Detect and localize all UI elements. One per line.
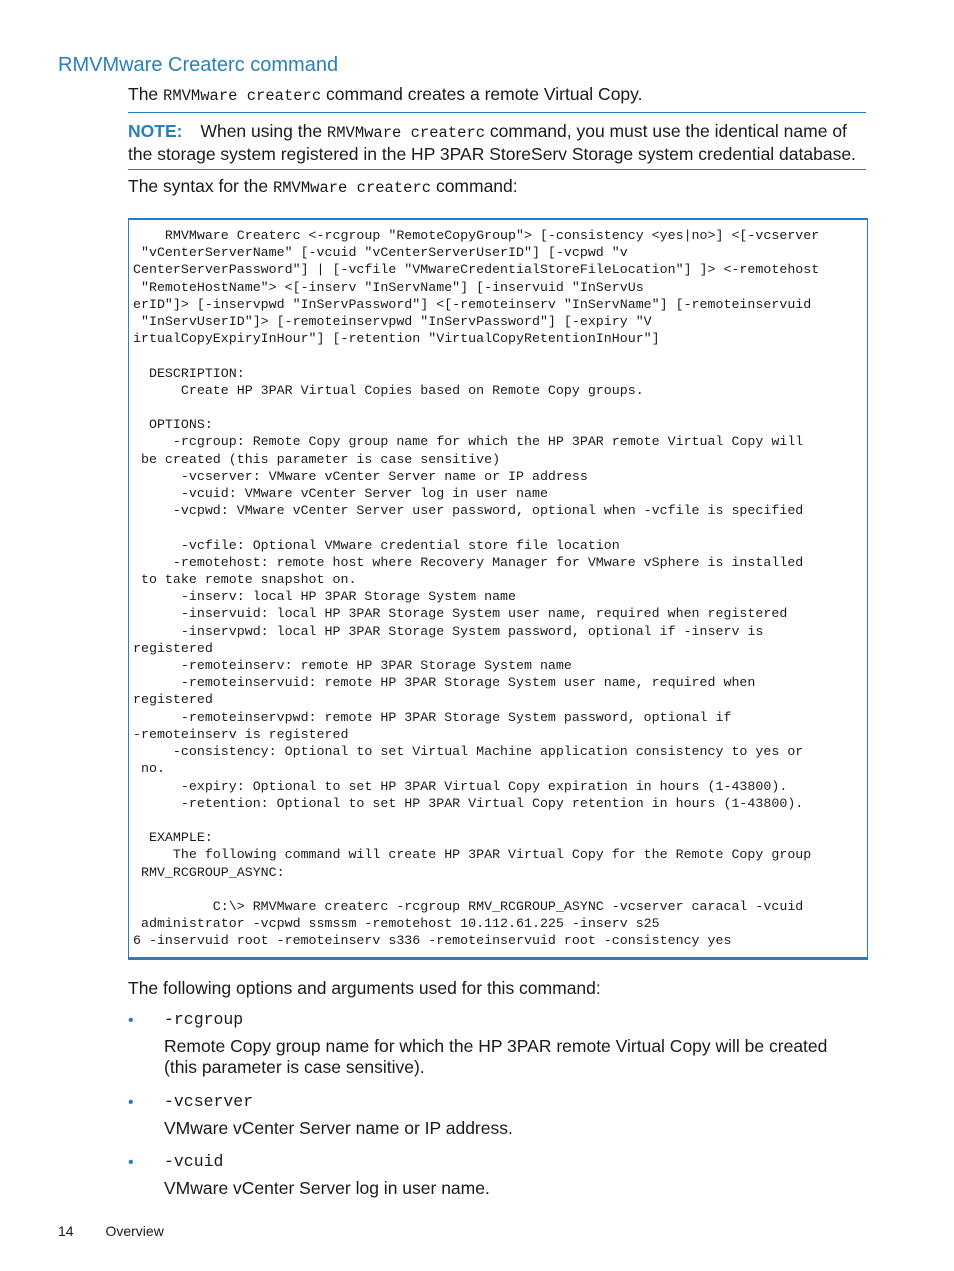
syntax-command-code: RMVMware createrc (272, 179, 432, 197)
note-text-before: When using the (200, 121, 327, 141)
intro-paragraph (128, 84, 642, 107)
option-name: -vcserver (164, 1092, 254, 1111)
option-description: VMware vCenter Server name or IP address. (164, 1118, 513, 1138)
intro-text-after: command creates a remote Virtual Copy. (321, 84, 643, 104)
note-label: NOTE: (128, 121, 183, 141)
section-heading: RMVMware Createrc command (58, 54, 339, 76)
option-name: -rcgroup (164, 1010, 244, 1029)
options-intro-paragraph: The following options and arguments used for this command: (128, 978, 601, 998)
note-command-code: RMVMware createrc (326, 124, 486, 142)
footer-section-name: Overview (105, 1223, 164, 1239)
code-block-text: RMVMware Createrc <-rcgroup "RemoteCopyGroup"> [-consistency <yes|no>] <[-vcserver "vCenterServerName" [-vcuid "vCenterServerUserID"] [-vcpwd "v CenterServerPassword"] | [-vcfile "VMwareCredentialStoreFileLocation"] ]> <-remotehost "RemoteHostName"> <[-inserv "InServName"] [-inservuid "InServUs erID"]> [-inservpwd "InServPassword"] <[-remoteinserv "InServName"] [-remoteinservuid "InServUserID"]> [-remoteinservpwd "InServPassword"] [-expiry "V irtualCopyExpiryInHour"] [-retention "VirtualCopyRetentionInHour"] DESCRIPTION: Create HP 3PAR Virtual Copies based on Remote Copy groups. OPTIONS: -rcgroup: Remote Copy group name for which the HP 3PAR remote Virtual Copy will be created (this parameter is case sensitive) -vcserver: VMware vCenter Server name or IP address -vcuid: VMware vCenter Server log in user name -vcpwd: VMware vCenter Server user password, optional when -vcfile is specified -vcfile: Optional VMware credential store file location -remotehost: remote host where Recovery Manager for VMware vSphere is installed to take remote snapshot on. -inserv: local HP 3PAR Storage System name -inservuid: local HP 3PAR Storage System user name, required when registered -inservpwd: local HP 3PAR Storage System password, optional if -inserv is registered -remoteinserv: remote HP 3PAR Storage System name -remoteinservuid: remote HP 3PAR Storage System user name, required when registered -remoteinservpwd: remote HP 3PAR Storage System password, optional if -remoteinserv is registered -consistency: Optional to set Virtual Machine application consistency to yes or no. -expiry: Optional to set HP 3PAR Virtual Copy expiration in hours (1-43800). -retention: Optional to set HP 3PAR Virtual Copy retention in hours (1-43800). EXAMPLE: The following command will create HP 3PAR Virtual Copy for the Remote Copy group RMV_RCGROUP_ASYNC: C:\> RMVMware createrc -rcgroup RMV_RCGROUP_ASYNC -vcserver caracal -vcuid administrator -vcpwd ssmssm -remotehost 10.112.61.225 -inserv s25 6 -inservuid root -remoteinserv s336 -remoteinservuid root -consistency yes (133, 228, 820, 949)
option-description: VMware vCenter Server log in user name. (164, 1178, 490, 1198)
intro-command-code: RMVMware createrc (163, 87, 322, 105)
syntax-intro-paragraph (128, 176, 518, 199)
bullet-icon: • (128, 1012, 134, 1029)
syntax-text-after: command: (431, 176, 518, 196)
syntax-text-before: The syntax for the (128, 176, 273, 196)
option-description: Remote Copy group name for which the HP 3PAR remote Virtual Copy will be created (this parameter is case sensitive). (164, 1036, 828, 1077)
note-box (128, 112, 866, 170)
intro-text-before: The (128, 84, 164, 104)
code-block (128, 218, 868, 960)
option-name: -vcuid (164, 1152, 224, 1171)
bullet-icon: • (128, 1094, 134, 1111)
page-footer (58, 1223, 164, 1239)
page-number: 14 (58, 1223, 74, 1239)
note-text-after: command, you must use the identical name of the storage system registered in the HP 3PAR StoreServ Storage system credential database. (128, 121, 856, 164)
bullet-icon: • (128, 1154, 134, 1171)
